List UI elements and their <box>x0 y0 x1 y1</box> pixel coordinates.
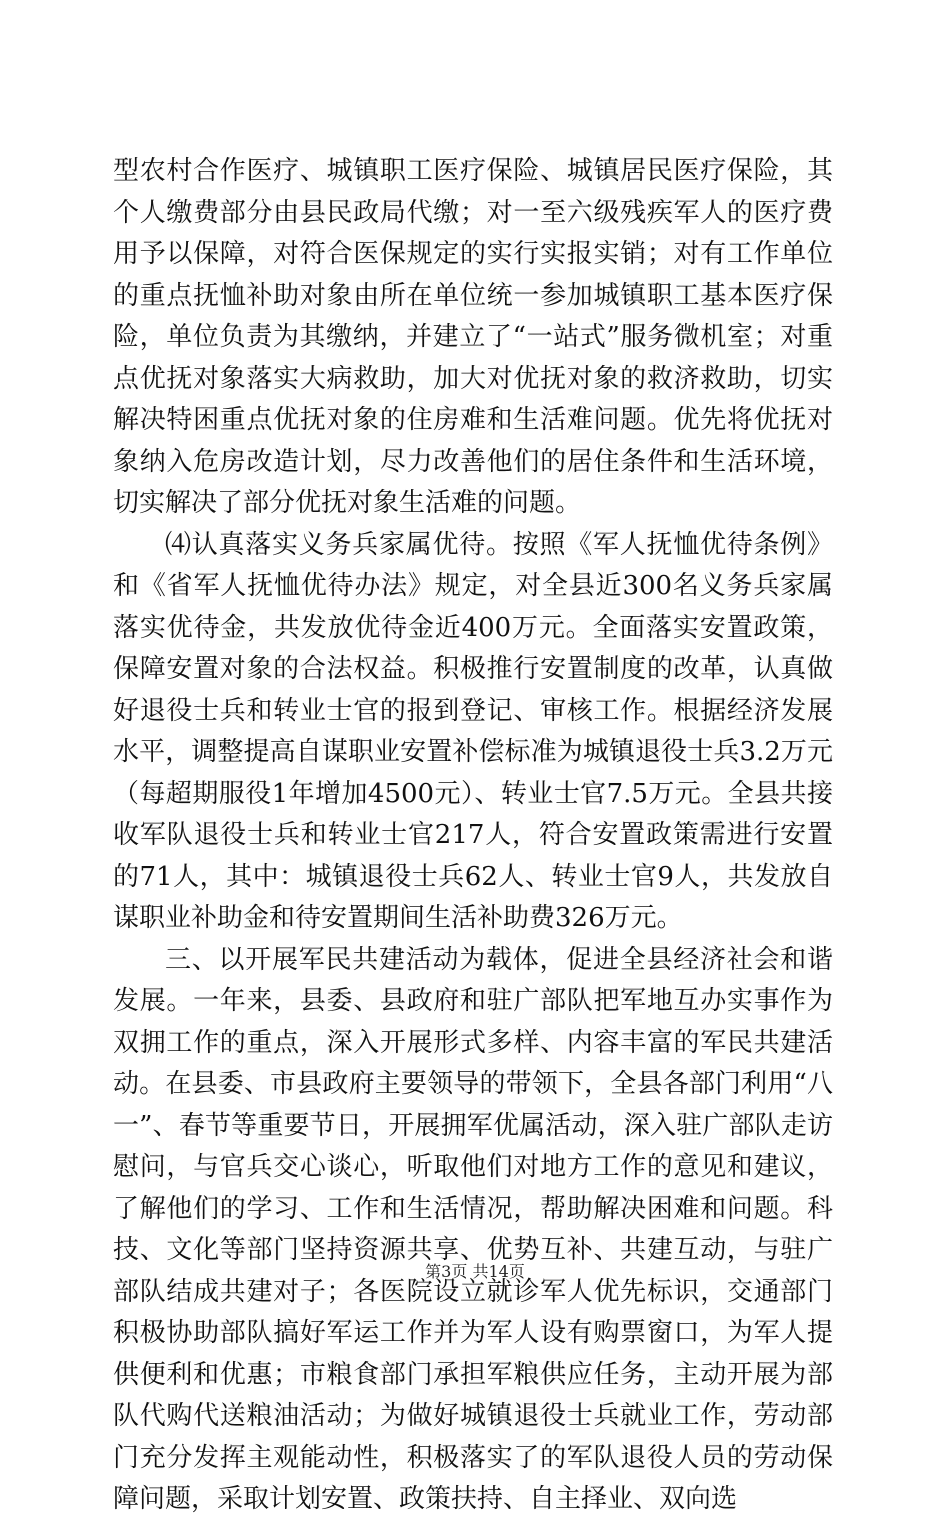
document-body <box>113 151 833 1521</box>
page-footer <box>0 1262 950 1282</box>
paragraph-continuation: 型农村合作医疗、城镇职工医疗保险、城镇居民医疗保险，其个人缴费部分由县民政局代缴；对一至六级残疾军人的医疗费用予以保障，对符合医保规定的实行实报实销；对有工作单位的重点抚恤补助对象由所在单位统一参加城镇职工基本医疗保险，单位负责为其缴纳，并建立了“一站式”服务微机室；对重点优抚对象落实大病救助，加大对优抚对象的救济救助，切实解决特困重点优抚对象的住房难和生活难问题。优先将优抚对象纳入危房改造计划，尽力改善他们的居住条件和生活环境，切实解决了部分优抚对象生活难的问题。 <box>113 156 833 518</box>
paragraph-military-civilian-cobuilding: 三、以开展军民共建活动为载体，促进全县经济社会和谐发展。一年来，县委、县政府和驻广部队把军地互办实事作为双拥工作的重点，深入开展形式多样、内容丰富的军民共建活动。在县委、市县政府主要领导的带领下，全县各部门利用“八一”、春节等重要节日，开展拥军优属活动，深入驻广部队走访慰问，与官兵交心谈心，听取他们对地方工作的意见和建议，了解他们的学习、工作和生活情况，帮助解决困难和问题。科技、文化等部门坚持资源共享、优势互补、共建互动，与驻广部队结成共建对子；各医院设立就诊军人优先标识，交通部门积极协助部队搞好军运工作并为军人设有购票窗口，为军人提供便利和优惠；市粮食部门承担军粮供应任务，主动开展为部队代购代送粮油活动；为做好城镇退役士兵就业工作，劳动部门充分发挥主观能动性，积极落实了的军队退役人员的劳动保障问题，采取计划安置、政策扶持、自主择业、双向选 <box>113 944 833 1514</box>
page-number: 第3页 <box>425 1262 468 1281</box>
page-total: 共14页 <box>472 1262 525 1281</box>
paragraph-family-preferential-treatment: ⑷认真落实义务兵家属优待。按照《军人抚恤优待条例》和《省军人抚恤优待办法》规定，对全县近300名义务兵家属落实优待金，共发放优待金近400万元。全面落实安置政策，保障安置对象的合法权益。积极推行安置制度的改革，认真做好退役士兵和转业士官的报到登记、审核工作。根据经济发展水平，调整提高自谋职业安置补偿标准为城镇退役士兵3.2万元（每超期服役1年增加4500元）、转业士官7.5万元。全县共接收军队退役士兵和转业士官217人，符合安置政策需进行安置的71人，其中：城镇退役士兵62人、转业士官9人，共发放自谋职业补助金和待安置期间生活补助费326万元。 <box>113 529 833 933</box>
